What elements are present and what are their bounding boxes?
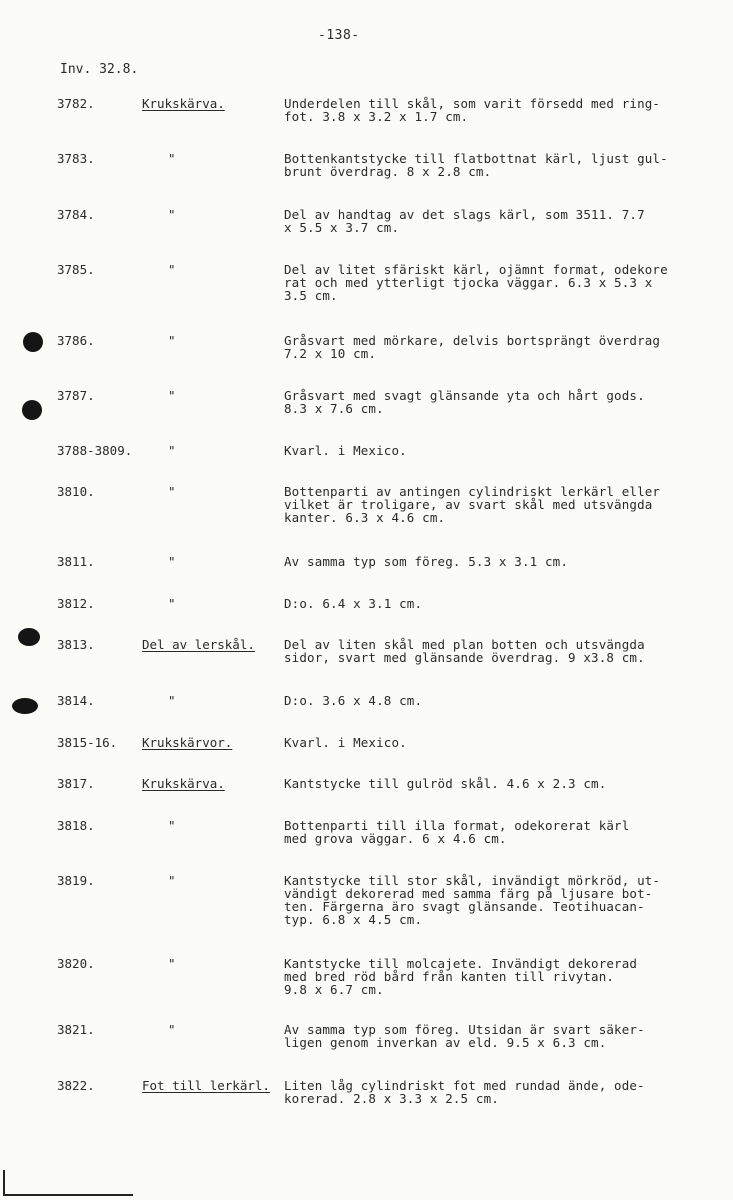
entry-category: " [168,443,176,458]
entry-category: " [168,554,176,569]
entry-category: " [168,151,176,166]
entry-number: 3782. [57,96,95,111]
entry-category: " [168,484,176,499]
punch-hole-mark [18,628,40,646]
entry-number: 3817. [57,776,95,791]
entry-category: " [168,207,176,222]
entry-number: 3785. [57,262,95,277]
entry-number: 3786. [57,333,95,348]
entry-description: Liten låg cylindriskt fot med rundad ände, ode- korerad. 2.8 x 3.3 x 2.5 cm. [284,1078,645,1106]
scan-edge-mark [3,1194,133,1196]
entry-description: Del av litet sfäriskt kärl, ojämnt format, odekore rat och med ytterligt tjocka väggar. 6.3 x 5.3 x 3.5 cm. [284,262,668,303]
entry-description: Del av liten skål med plan botten och utsvängda sidor, svart med glänsande överdrag. 9 x3.8 cm. [284,637,645,665]
entry-category: Krukskärvor. [142,735,233,750]
entry-description: Kvarl. i Mexico. [284,735,407,750]
entry-description: Bottenparti av antingen cylindriskt lerkärl eller vilket är troligare, av svart skål med utsvängda kanter. 6.3 x 4.6 cm. [284,484,661,525]
entry-category: Krukskärva. [142,96,225,111]
entry-description: Kantstycke till molcajete. Invändigt dekorerad med bred röd bård från kanten till rivytan. 9.8 x 6.7 cm. [284,956,638,997]
entry-description: Del av handtag av det slags kärl, som 3511. 7.7 x 5.5 x 3.7 cm. [284,207,645,235]
entry-description: Av samma typ som föreg. 5.3 x 3.1 cm. [284,554,568,569]
entry-description: Bottenparti till illa format, odekorerat kärl med grova väggar. 6 x 4.6 cm. [284,818,630,846]
scan-edge-mark [3,1170,5,1196]
entry-number: 3784. [57,207,95,222]
entry-number: 3821. [57,1022,95,1037]
inventory-label: Inv. 32.8. [60,62,139,77]
entry-number: 3812. [57,596,95,611]
entry-description: Gråsvart med svagt glänsande yta och hårt gods. 8.3 x 7.6 cm. [284,388,645,416]
entry-category: " [168,388,176,403]
entry-description: D:o. 6.4 x 3.1 cm. [284,596,423,611]
entry-description: Kantstycke till stor skål, invändigt mörkröd, ut- vändigt dekorerad med samma färg på ljusare bot- ten. Färgerna äro svagt glänsande. Teotihuacan- typ. 6.8 x 4.5 cm. [284,873,661,927]
entry-number: 3822. [57,1078,95,1093]
entry-category: " [168,1022,176,1037]
entry-category: " [168,956,176,971]
entry-number: 3818. [57,818,95,833]
entry-category: " [168,818,176,833]
entry-category: " [168,262,176,277]
entry-number: 3820. [57,956,95,971]
entry-number: 3815-16. [57,735,118,750]
entry-category: Fot till lerkärl. [142,1078,270,1093]
entry-number: 3787. [57,388,95,403]
entry-description: D:o. 3.6 x 4.8 cm. [284,693,423,708]
entry-number: 3819. [57,873,95,888]
entry-number: 3813. [57,637,95,652]
entry-description: Kvarl. i Mexico. [284,443,407,458]
entry-number: 3811. [57,554,95,569]
entry-category: " [168,693,176,708]
punch-hole-mark [22,400,42,420]
entry-category: " [168,596,176,611]
entry-number: 3814. [57,693,95,708]
entry-category: Krukskärva. [142,776,225,791]
entry-description: Av samma typ som föreg. Utsidan är svart säker- ligen genom inverkan av eld. 9.5 x 6.3 cm. [284,1022,645,1050]
page-number: -138- [318,28,360,43]
entry-description: Underdelen till skål, som varit försedd med ring- fot. 3.8 x 3.2 x 1.7 cm. [284,96,661,124]
entry-description: Kantstycke till gulröd skål. 4.6 x 2.3 cm. [284,776,607,791]
punch-hole-mark [23,332,43,352]
entry-number: 3788-3809. [57,443,133,458]
entry-category: Del av lerskål. [142,637,255,652]
punch-hole-mark [12,698,38,714]
entry-category: " [168,333,176,348]
entry-description: Bottenkantstycke till flatbottnat kärl, ljust gul- brunt överdrag. 8 x 2.8 cm. [284,151,668,179]
entry-description: Gråsvart med mörkare, delvis bortsprängt överdrag 7.2 x 10 cm. [284,333,661,361]
entry-number: 3810. [57,484,95,499]
entry-number: 3783. [57,151,95,166]
entry-category: " [168,873,176,888]
